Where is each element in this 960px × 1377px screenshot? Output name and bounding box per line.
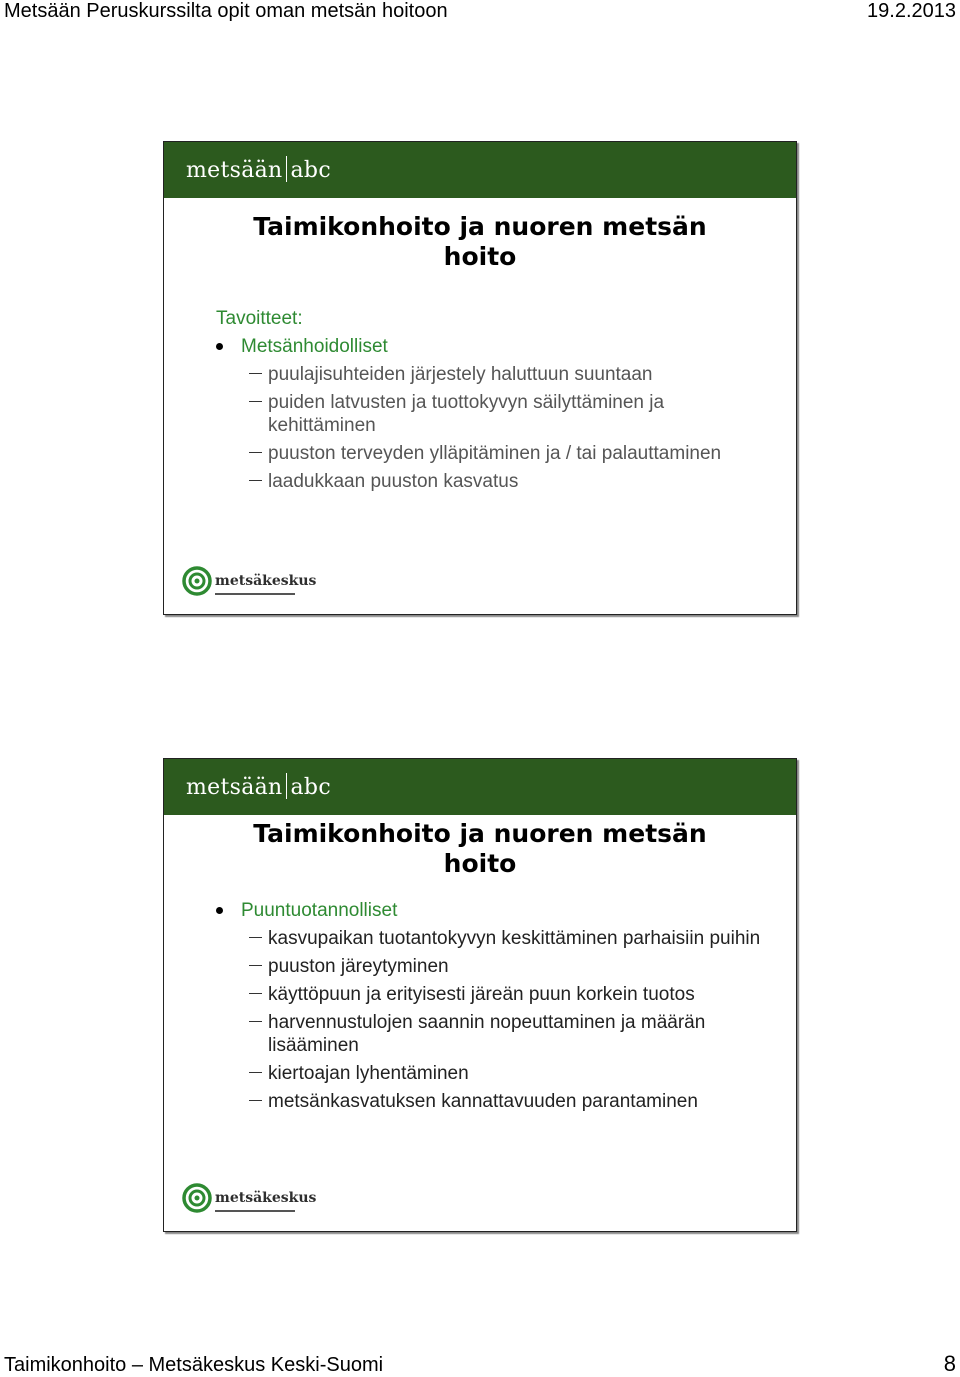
- list-item-text: laadukkaan puuston kasvatus: [268, 471, 519, 492]
- slide-title-line2: hoito: [443, 242, 517, 271]
- list-item: [216, 927, 776, 950]
- banner-logo-right: abc: [290, 775, 331, 800]
- dash-icon: [249, 937, 262, 938]
- page-number: 8: [943, 1351, 956, 1376]
- banner-logo-left: metsään: [186, 775, 283, 800]
- slide-title: [164, 212, 796, 272]
- dash-icon: [249, 373, 262, 374]
- bullet-label: Metsänhoidolliset: [241, 336, 388, 357]
- dash-icon: [249, 452, 262, 453]
- bullet-item: [216, 335, 776, 358]
- list-item: [216, 442, 776, 465]
- target-logo-icon: [182, 1183, 212, 1213]
- dash-icon: [249, 1100, 262, 1101]
- slide-title: [164, 819, 796, 879]
- list-item: [216, 1011, 776, 1057]
- metsaan-abc-logo: [186, 156, 331, 183]
- page-header-title: Metsään Peruskurssilta opit oman metsän hoitoon: [4, 0, 448, 22]
- slide-1: [163, 141, 797, 615]
- page-footer-text: Taimikonhoito – Metsäkeskus Keski-Suomi: [4, 1354, 384, 1376]
- banner-logo-left: metsään: [186, 158, 283, 183]
- metsakeskus-logo-text: metsäkeskus: [215, 573, 317, 589]
- list-item: [216, 1090, 776, 1113]
- list-item: [216, 1062, 776, 1085]
- list-item-text: harvennustulojen saannin nopeuttaminen ja määrän lisääminen: [268, 1012, 706, 1056]
- list-item-text: kasvupaikan tuotantokyvyn keskittäminen parhaisiin puihin: [268, 928, 761, 949]
- dash-icon: [249, 1072, 262, 1073]
- list-item-text: puiden latvusten ja tuottokyvyn säilyttäminen ja kehittäminen: [268, 392, 665, 436]
- page-header-date: 19.2.2013: [867, 0, 956, 22]
- logo-underline: [215, 1210, 295, 1212]
- bullet-item: [216, 899, 776, 922]
- list-item-text: kiertoajan lyhentäminen: [268, 1063, 469, 1084]
- dash-icon: [249, 401, 262, 402]
- slide-2: [163, 758, 797, 1232]
- list-item-text: puuston terveyden ylläpitäminen ja / tai palauttaminen: [268, 443, 722, 464]
- bullet-dot-icon: [216, 907, 223, 914]
- list-item: [216, 470, 776, 493]
- dash-icon: [249, 1021, 262, 1022]
- list-item-text: puulajisuhteiden järjestely haluttuun suuntaan: [268, 364, 653, 385]
- slide-banner: [164, 142, 796, 198]
- logo-underline: [215, 593, 295, 595]
- list-item: [216, 391, 776, 437]
- dash-icon: [249, 993, 262, 994]
- list-item: [216, 983, 776, 1006]
- dash-icon: [249, 965, 262, 966]
- slide-title-line1: Taimikonhoito ja nuoren metsän: [253, 819, 707, 848]
- list-item: [216, 363, 776, 386]
- list-item-text: metsänkasvatuksen kannattavuuden parantaminen: [268, 1091, 698, 1112]
- goals-label: Tavoitteet:: [216, 308, 303, 329]
- slide-body: [216, 899, 776, 1118]
- list-item: [216, 955, 776, 978]
- slide-title-line1: Taimikonhoito ja nuoren metsän: [253, 212, 707, 241]
- dash-icon: [249, 480, 262, 481]
- slide-title-line2: hoito: [443, 849, 517, 878]
- list-item-text: puuston järeytyminen: [268, 956, 449, 977]
- target-logo-icon: [182, 566, 212, 596]
- slide-banner: [164, 759, 796, 815]
- slide-body: [216, 307, 776, 498]
- list-item-text: käyttöpuun ja erityisesti järeän puun korkein tuotos: [268, 984, 695, 1005]
- bullet-dot-icon: [216, 343, 223, 350]
- metsaan-abc-logo: [186, 773, 331, 800]
- banner-logo-right: abc: [290, 158, 331, 183]
- bullet-label: Puuntuotannolliset: [241, 900, 398, 921]
- metsakeskus-logo-text: metsäkeskus: [215, 1190, 317, 1206]
